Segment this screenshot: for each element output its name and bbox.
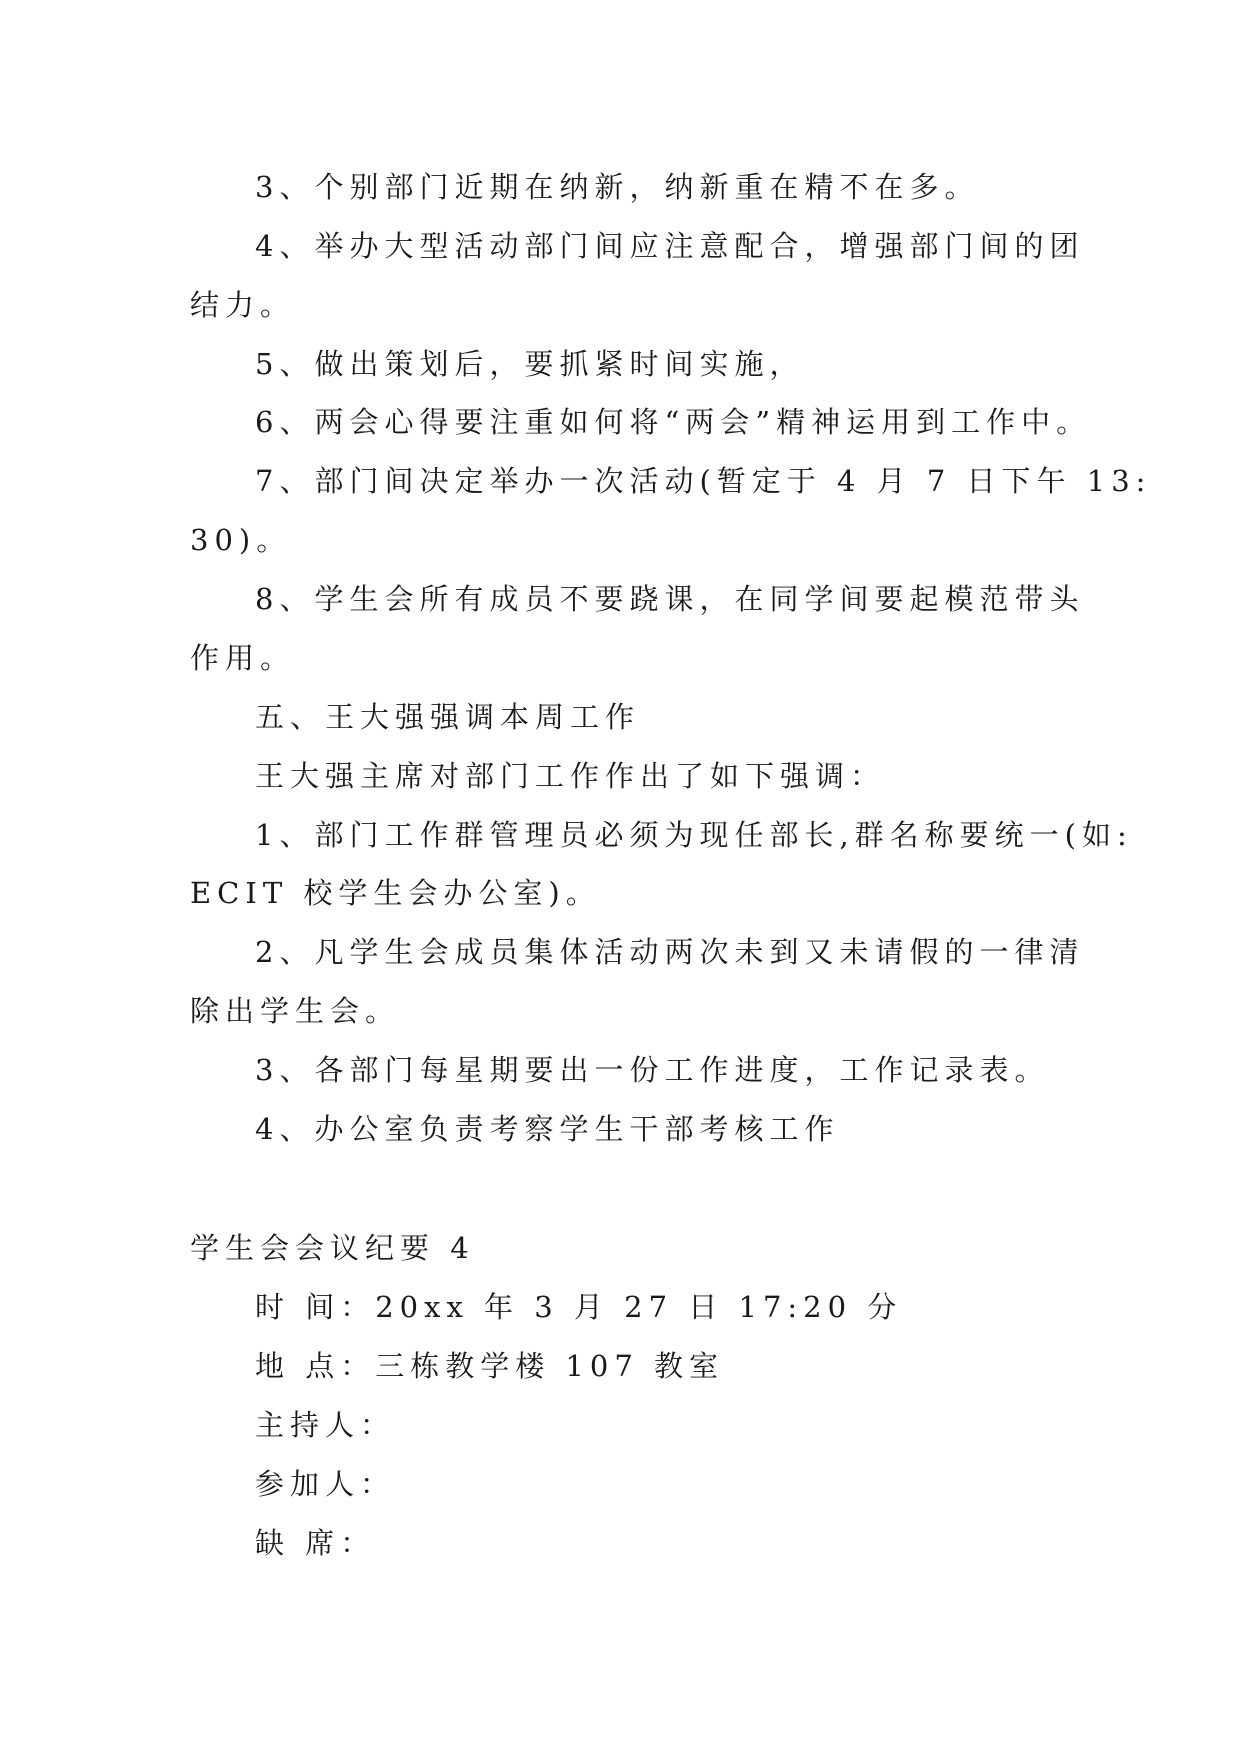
paragraph-line: ECIT 校学生会办公室)。 (190, 876, 601, 910)
meeting-location: 地 点：三栋教学楼 107 教室 (255, 1349, 725, 1383)
section-heading: 五、王大强强调本周工作 (255, 700, 641, 734)
paragraph-line: 2、凡学生会成员集体活动两次未到又未请假的一律清 (255, 935, 1085, 969)
paragraph-line: 4、举办大型活动部门间应注意配合，增强部门间的团 (255, 229, 1085, 263)
paragraph-line: 1、部门工作群管理员必须为现任部长,群名称要统一(如: (255, 818, 1133, 852)
meeting-absent: 缺 席： (255, 1526, 376, 1560)
paragraph-line: 3、个别部门近期在纳新，纳新重在精不在多。 (255, 170, 980, 204)
paragraph-line: 结力。 (190, 288, 296, 322)
paragraph-line: 王大强主席对部门工作作出了如下强调： (255, 759, 886, 793)
paragraph-line: 6、两会心得要注重如何将“两会”精神运用到工作中。 (255, 405, 1092, 439)
paragraph-line: 4、办公室负责考察学生干部考核工作 (255, 1112, 840, 1146)
document-title: 学生会会议纪要 4 (190, 1231, 475, 1265)
paragraph-line: 3、各部门每星期要出一份工作进度，工作记录表。 (255, 1053, 1050, 1087)
meeting-time: 时 间：20xx 年 3 月 27 日 17:20 分 (255, 1290, 903, 1324)
meeting-host: 主持人： (255, 1408, 396, 1442)
meeting-attendees: 参加人： (255, 1467, 396, 1501)
paragraph-line: 7、部门间决定举办一次活动(暂定于 4 月 7 日下午 13: (255, 464, 1152, 498)
paragraph-line: 除出学生会。 (190, 994, 401, 1028)
paragraph-line: 5、做出策划后，要抓紧时间实施， (255, 347, 805, 381)
paragraph-line: 作用。 (190, 641, 296, 675)
paragraph-line: 30)。 (190, 523, 292, 557)
paragraph-line: 8、学生会所有成员不要跷课，在同学间要起模范带头 (255, 582, 1085, 616)
